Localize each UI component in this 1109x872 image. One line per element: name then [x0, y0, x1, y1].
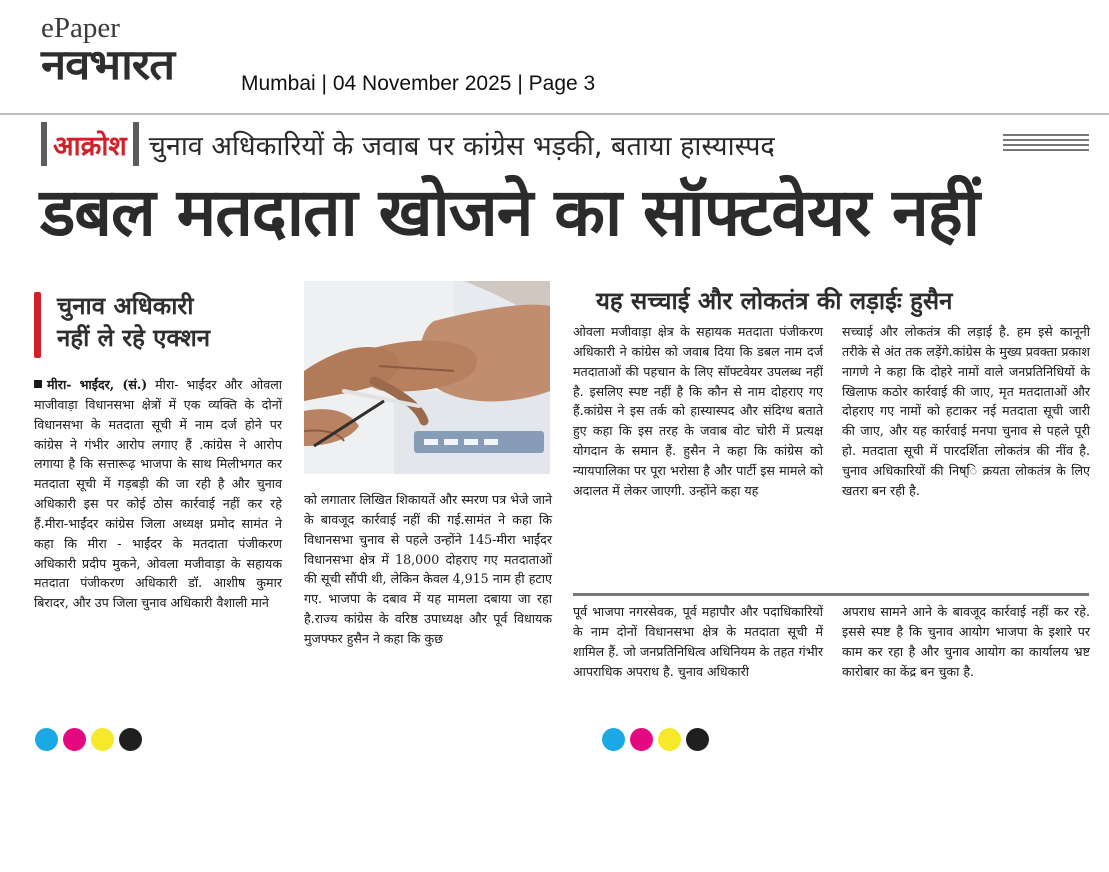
decorative-lines: [1003, 134, 1089, 154]
subhead-line-2: नहीं ले रहे एक्शन: [57, 324, 211, 352]
column-text: पूर्व भाजपा नगरसेवक, पूर्व महापौर और पदाधिकारियों के नाम दोनों विधानसभा क्षेत्र के मतदाता सूची में शामिल हैं. जो जनप्रतिनिधित्व अधिनियम के तहत गंभीर आपराधिक अपराध है. चुनाव अधिकारी: [573, 604, 823, 679]
newspaper-logo: नवभारत: [41, 40, 175, 89]
edition-page: Page 3: [528, 72, 596, 95]
article-column-1: [34, 375, 282, 613]
subhead-line-1: चुनाव अधिकारी: [57, 292, 194, 320]
epaper-label: ePaper: [41, 12, 120, 44]
cyan-dot: [35, 728, 58, 751]
column-text: अपराध सामने आने के बावजूद कार्रवाई नहीं कर रहे. इससे स्पष्ट है कि चुनाव आयोग भाजपा के इशारे पर काम कर रहा है और चुनाव आयोग का कार्यालय भ्रष्ट कारोबार का केंद्र बन चुका है.: [842, 604, 1090, 679]
registration-marks-left: [35, 728, 142, 751]
article-column-5: [573, 602, 823, 681]
column-text: सच्चाई और लोकतंत्र की लड़ाई है. हम इसे कानूनी तरीके से अंत तक लड़ेंगे.कांग्रेस के मुख्य प्रवक्ता प्रकाश नागणे ने कहा कि दोहरे नामों वाले जनप्रतिनिधियों के खिलाफ कठोर कार्रवाई की जाए, मृत मतदाताओं और दोहराए गए नामों को हटाकर नई मतदाता सूची जारी की जाए, और यह कार्रवाई मनपा चुनाव से पहले पूरी हो. मतदाता सूची में पारदर्शिता लोकतंत्र की नींव है. चुनाव अधिकारियों की निष्ि क्रयता लोकतंत्र के लिए खतरा बन रही है.: [842, 324, 1090, 498]
left-subhead: [57, 290, 297, 354]
registration-marks-right: [602, 728, 709, 751]
main-headline: डबल मतदाता खोजने का सॉफ्टवेयर नहीं: [40, 174, 979, 251]
kicker: [41, 120, 775, 168]
magenta-dot: [630, 728, 653, 751]
header-divider: [0, 113, 1109, 115]
edition-city: Mumbai: [241, 72, 316, 95]
black-dot: [119, 728, 142, 751]
kicker-tag: आक्रोश: [53, 130, 127, 162]
yellow-dot: [658, 728, 681, 751]
edition-info: [241, 72, 595, 96]
section-divider: [573, 593, 1089, 596]
kicker-text: चुनाव अधिकारियों के जवाब पर कांग्रेस भड़की, बताया हास्यास्पद: [148, 130, 775, 162]
yellow-dot: [91, 728, 114, 751]
column-text: मीरा- भाईंदर और ओवला माजीवाड़ा विधानसभा क्षेत्रों में एक व्यक्ति के दोनों विधानसभा के मतदाता सूची में नाम दर्ज होने पर कांग्रेस ने गंभीर आरोप लगाए हैं .कांग्रेस ने आरोप लगाया है कि सत्तारूढ़ भाजपा के साथ मिलीभगत कर मतदाता सूची में गड़बड़ी की जा रही है और चुनाव अधिकारी इस पर कोई ठोस कार्रवाई नहीं कर रहे हैं.मीरा-भाईंदर कांग्रेस जिला अध्यक्ष प्रमोद सामंत ने कहा कि मीरा - भाईंदर के मतदाता पंजीकरण अधिकारी प्रदीप मुकने, ओवला मजीवाड़ा के सहायक मतदाता पंजीकरण अधिकारी डॉ. आशीष कुमार बिरादर, और उप जिला चुनाव अधिकारी वैशाली माने: [34, 377, 282, 611]
dateline: मीरा- भाईंदर, (सं.): [47, 377, 148, 392]
article-column-3: [573, 322, 823, 501]
article-column-2: [304, 490, 552, 649]
black-dot: [686, 728, 709, 751]
bullet-square-icon: [34, 380, 42, 388]
separator: |: [321, 72, 328, 95]
article-column-6: [842, 602, 1090, 681]
voting-hands-image: [304, 281, 550, 474]
kicker-bar: [133, 122, 139, 166]
separator: |: [517, 72, 523, 95]
column-text: ओवला मजीवाड़ा क्षेत्र के सहायक मतदाता पंजीकरण अधिकारी ने कांग्रेस को जवाब दिया कि डबल नाम दर्ज मतदाताओं की पहचान के लिए सॉफ्टवेयर उपलब्ध नहीं है. इसलिए स्पष्ट नहीं है कि कौन से नाम दोहराए गए हैं.कांग्रेस ने इस तर्क को हास्यास्पद और संदिग्ध बताते हुए कहा कि इस तरह के जवाब वोट चोरी में प्रत्यक्ष योगदान के समान हैं. हुसैन ने कहा कि कांग्रेस को न्यायपालिका पर पूरा भरोसा है और पार्टी इस मामले को अदालत में लेकर जाएगी. उन्होंने कहा यह: [573, 324, 823, 498]
news-photo: [304, 281, 550, 474]
magenta-dot: [63, 728, 86, 751]
subhead-accent-bar: [34, 292, 41, 358]
article-column-4: [842, 322, 1090, 501]
cyan-dot: [602, 728, 625, 751]
right-story-heading: यह सच्चाई और लोकतंत्र की लड़ाईः हुसैन: [596, 287, 953, 315]
column-text: को लगातार लिखित शिकायतें और स्मरण पत्र भेजे जाने के बावजूद कार्रवाई नहीं की गई.सामंत ने कहा कि विधानसभा चुनाव से पहले उन्होंने 145-मीरा भाईंदर विधानसभा क्षेत्र में 18,000 दोहराए गए मतदाताओं की सूची सौंपी थी, लेकिन केवल 4,915 नाम ही हटाए गए. भाजपा के दबाव में यह मामला दबाया जा रहा है.राज्य कांग्रेस के वरिष्ठ उपाध्यक्ष और पूर्व विधायक मुजफ्फर हुसैन ने कहा कि कुछ: [304, 492, 552, 646]
edition-date: 04 November 2025: [332, 72, 512, 95]
